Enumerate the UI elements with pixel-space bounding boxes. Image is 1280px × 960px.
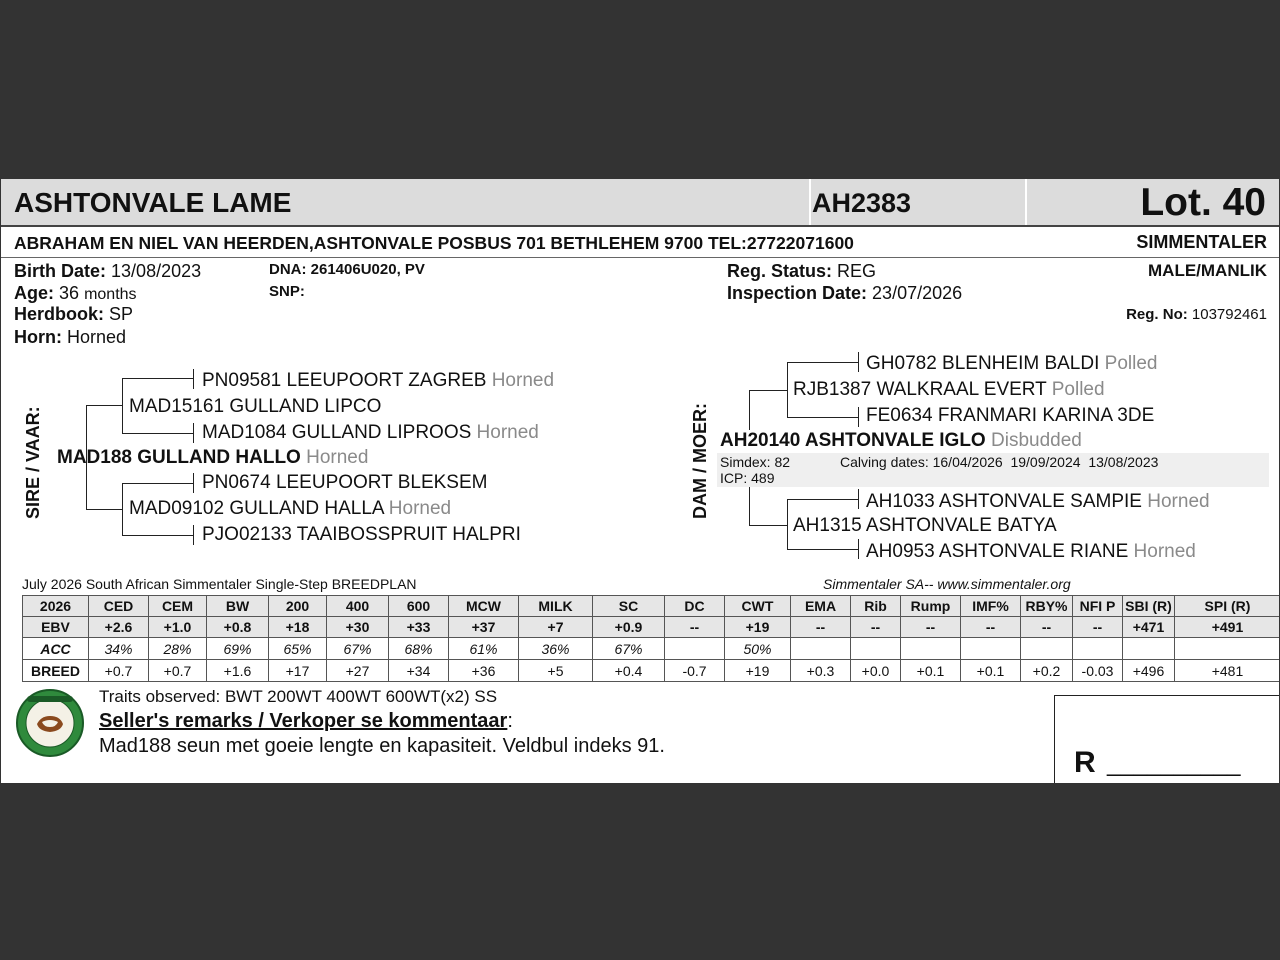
table-cell: --	[1021, 617, 1073, 638]
table-cell: +33	[389, 617, 449, 638]
reg-number: Reg. No: 103792461	[1126, 306, 1267, 323]
table-cell: 67%	[327, 638, 389, 660]
table-cell: 50%	[725, 638, 791, 660]
dam-simdex: Simdex: 82	[720, 454, 791, 470]
column-header: MILK	[519, 596, 593, 617]
table-cell: 67%	[593, 638, 665, 660]
table-cell	[851, 638, 901, 660]
table-cell: +0.1	[961, 660, 1021, 682]
column-header: CWT	[725, 596, 791, 617]
dam-sire: RJB1387 WALKRAAL EVERT Polled	[793, 379, 1105, 400]
sire-dam-sire: PN0674 LEEUPOORT BLEKSEM	[202, 472, 488, 493]
table-cell: +496	[1123, 660, 1175, 682]
dam-name: AH20140 ASHTONVALE IGLO Disbudded	[720, 430, 1082, 451]
column-header: RBY%	[1021, 596, 1073, 617]
animal-name: ASHTONVALE LAME	[14, 187, 292, 218]
dam-calving-dates: Calving dates: 16/04/2026 19/09/2024 13/08/2023	[840, 454, 1159, 470]
column-header: Rump	[901, 596, 961, 617]
table-cell: -0.03	[1073, 660, 1123, 682]
column-header: MCW	[449, 596, 519, 617]
table-cell	[1073, 638, 1123, 660]
table-cell: +0.7	[149, 660, 207, 682]
ebv-table	[22, 595, 1279, 682]
column-header: Rib	[851, 596, 901, 617]
table-cell: --	[791, 617, 851, 638]
table-cell: +0.7	[89, 660, 149, 682]
result-line[interactable]: __________	[1107, 750, 1241, 777]
horn-status: Horn: Horned	[14, 327, 127, 347]
table-cell: +0.8	[207, 617, 269, 638]
row-label: ACC	[23, 638, 89, 660]
lot-card	[1, 179, 1279, 783]
dam-dam-dam: AH0953 ASHTONVALE RIANE Horned	[866, 541, 1196, 562]
table-cell: 65%	[269, 638, 327, 660]
table-cell: +0.4	[593, 660, 665, 682]
breedplan-title: July 2026 South African Simmentaler Single-Step BREEDPLAN	[22, 576, 417, 592]
table-cell: +0.2	[1021, 660, 1073, 682]
row-label: BREED	[23, 660, 89, 682]
table-cell: +18	[269, 617, 327, 638]
table-cell: 34%	[89, 638, 149, 660]
table-cell: 36%	[519, 638, 593, 660]
remarks-text: Mad188 seun met goeie lengte en kapasiteit. Veldbul indeks 91.	[99, 735, 665, 757]
herdbook: Herdbook: SP	[14, 304, 134, 324]
table-cell: --	[665, 617, 725, 638]
table-cell: +34	[389, 660, 449, 682]
breed-row	[23, 660, 1280, 682]
table-cell: -0.7	[665, 660, 725, 682]
table-cell	[961, 638, 1021, 660]
owner-divider	[1, 257, 1279, 258]
dam-icp: ICP: 489	[720, 470, 775, 486]
breed-label: SIMMENTALER	[1136, 232, 1267, 252]
table-cell: +7	[519, 617, 593, 638]
acc-row	[23, 638, 1280, 660]
table-cell: --	[901, 617, 961, 638]
column-header: 2026	[23, 596, 89, 617]
sire-dam: MAD09102 GULLAND HALLA Horned	[129, 498, 452, 519]
table-cell: 68%	[389, 638, 449, 660]
table-cell: +0.9	[593, 617, 665, 638]
table-cell: 69%	[207, 638, 269, 660]
dam-dam-sire: AH1033 ASHTONVALE SAMPIE Horned	[866, 491, 1210, 512]
owner-line: ABRAHAM EN NIEL VAN HEERDEN,ASHTONVALE POSBUS 701 BETHLEHEM 9700 TEL:27722071600	[14, 233, 854, 253]
table-cell: +0.0	[851, 660, 901, 682]
sire-sire-sire: PN09581 LEEUPOORT ZAGREB Horned	[202, 370, 555, 391]
dna-info: DNA: 261406U020, PV	[269, 261, 425, 278]
sire-side-label: SIRE / VAAR:	[23, 406, 43, 519]
table-cell	[1123, 638, 1175, 660]
column-header: EMA	[791, 596, 851, 617]
lot-number: Lot. 40	[1140, 181, 1266, 224]
animal-id: AH2383	[812, 188, 912, 218]
column-header: SPI (R)	[1175, 596, 1280, 617]
column-header: NFI P	[1073, 596, 1123, 617]
sire-sire-dam: MAD1084 GULLAND LIPROOS Horned	[202, 422, 539, 443]
ebv-header-row	[23, 596, 1280, 617]
dam-dam: AH1315 ASHTONVALE BATYA	[793, 515, 1057, 536]
column-header: SBI (R)	[1123, 596, 1175, 617]
sire-dam-dam: PJO02133 TAAIBOSSPRUIT HALPRI	[202, 524, 521, 545]
column-header: IMF%	[961, 596, 1021, 617]
table-cell: +19	[725, 617, 791, 638]
column-header: CEM	[149, 596, 207, 617]
result-label: R	[1074, 746, 1096, 779]
table-cell: --	[961, 617, 1021, 638]
table-cell: +481	[1175, 660, 1280, 682]
dam-side-label: DAM / MOER:	[690, 403, 710, 519]
column-header: DC	[665, 596, 725, 617]
table-cell: +0.1	[901, 660, 961, 682]
dam-sire-sire: GH0782 BLENHEIM BALDI Polled	[866, 353, 1158, 374]
table-cell	[665, 638, 725, 660]
table-cell	[1175, 638, 1280, 660]
sire-name: MAD188 GULLAND HALLO Horned	[57, 447, 369, 468]
birth-date: Birth Date: 13/08/2023	[14, 261, 202, 281]
table-cell: +19	[725, 660, 791, 682]
age: Age: 36 months	[14, 283, 137, 303]
column-header: CED	[89, 596, 149, 617]
table-cell: --	[1073, 617, 1123, 638]
table-cell: +491	[1175, 617, 1280, 638]
table-cell: 28%	[149, 638, 207, 660]
remarks-heading: Seller's remarks / Verkoper se kommentaar:	[99, 710, 513, 732]
table-cell: +17	[269, 660, 327, 682]
table-cell: +2.6	[89, 617, 149, 638]
row-label: EBV	[23, 617, 89, 638]
sire-sire: MAD15161 GULLAND LIPCO	[129, 396, 382, 417]
ebv-row	[23, 617, 1280, 638]
table-cell: +27	[327, 660, 389, 682]
table-cell: --	[851, 617, 901, 638]
table-cell: +37	[449, 617, 519, 638]
table-cell: 61%	[449, 638, 519, 660]
table-cell: +5	[519, 660, 593, 682]
column-header: 200	[269, 596, 327, 617]
header-divider	[1, 225, 1279, 227]
table-cell	[1021, 638, 1073, 660]
table-cell: +0.3	[791, 660, 851, 682]
column-header: 600	[389, 596, 449, 617]
sex-label: MALE/MANLIK	[1148, 261, 1267, 280]
table-cell: +30	[327, 617, 389, 638]
column-header: 400	[327, 596, 389, 617]
table-cell	[791, 638, 851, 660]
table-cell	[901, 638, 961, 660]
table-cell: +36	[449, 660, 519, 682]
table-cell: +471	[1123, 617, 1175, 638]
simmentaler-logo-icon	[15, 688, 85, 758]
snp-info: SNP:	[269, 283, 305, 300]
column-header: BW	[207, 596, 269, 617]
traits-observed: Traits observed: BWT 200WT 400WT 600WT(x2) SS	[99, 687, 498, 706]
table-cell: +1.6	[207, 660, 269, 682]
table-cell: +1.0	[149, 617, 207, 638]
column-header: SC	[593, 596, 665, 617]
breedplan-source: Simmentaler SA-- www.simmentaler.org	[823, 576, 1071, 592]
dam-sire-dam: FE0634 FRANMARI KARINA 3DE	[866, 405, 1155, 426]
reg-status: Reg. Status: REG	[727, 261, 877, 281]
inspection-date: Inspection Date: 23/07/2026	[727, 283, 963, 303]
